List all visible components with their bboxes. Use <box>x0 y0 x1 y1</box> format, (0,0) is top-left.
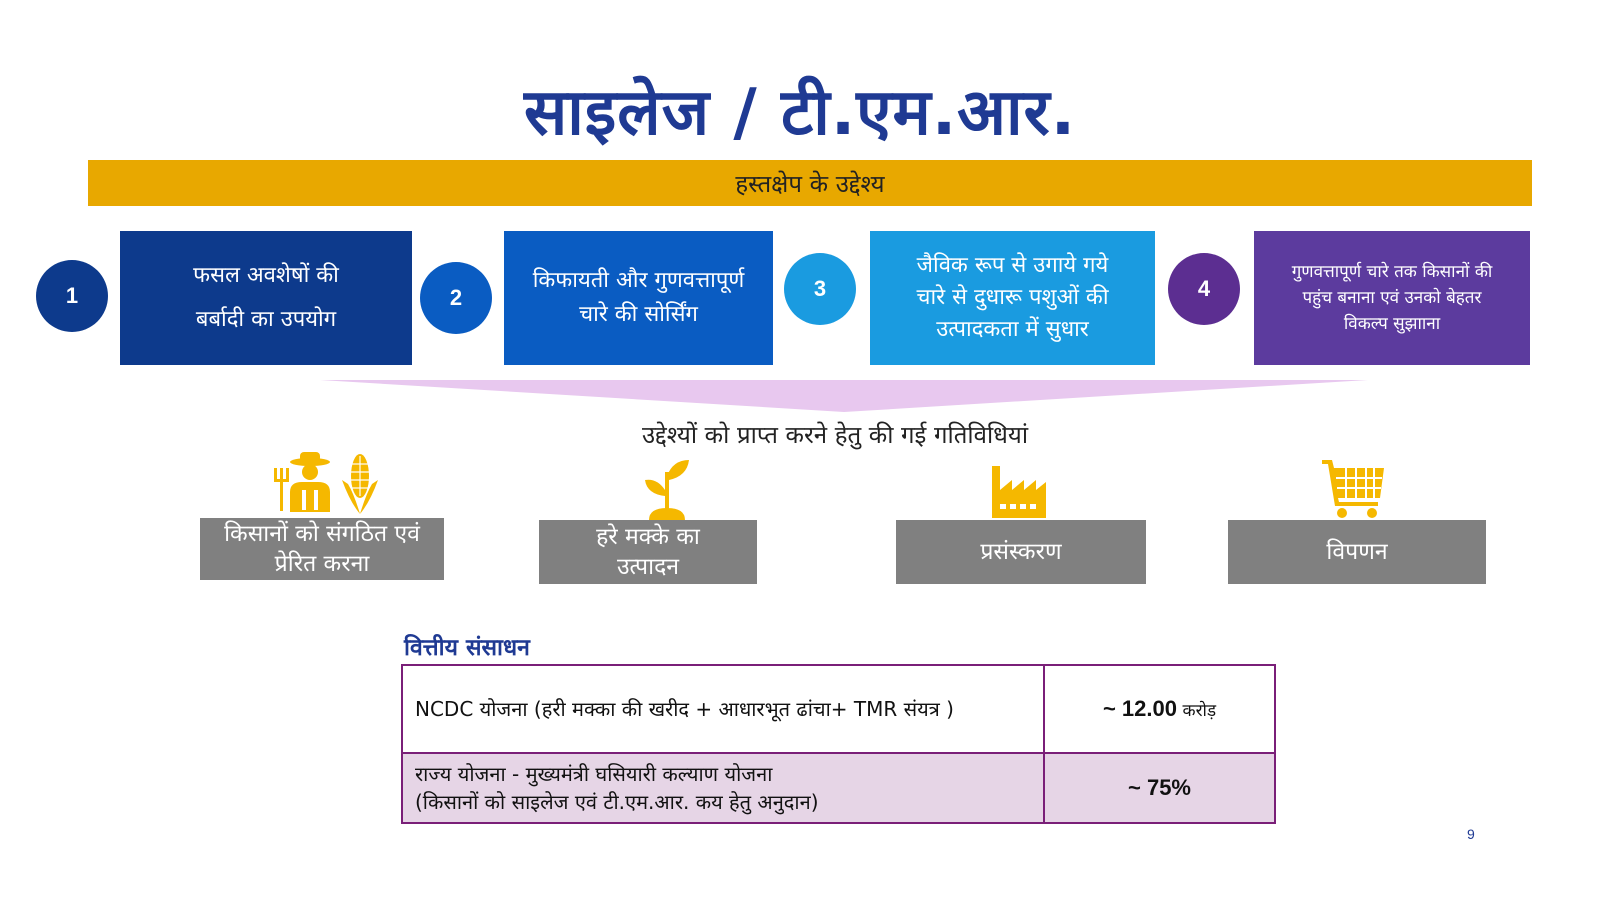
activity-3-line1: प्रसंस्करण <box>980 539 1062 565</box>
finance-row-2-desc-line2: (किसानों को साइलेज एवं टी.एम.आर. कय हेतु अनुदान) <box>415 790 819 814</box>
finance-row-1-value-cell <box>1044 665 1275 753</box>
finance-row-1-desc-line1: NCDC योजना (हरी मक्का की खरीद + आधारभूत ढांचा+ TMR संयत्र ) <box>415 697 954 721</box>
finance-row <box>402 753 1275 823</box>
objective-4-line2: पहुंच बनाना एवं उनको बेहतर <box>1302 288 1482 308</box>
finance-row <box>402 665 1275 753</box>
objective-2-line2: चारे की सोर्सिंग <box>579 302 698 327</box>
objective-box-4 <box>1254 231 1530 365</box>
slide-title: साइलेज / टी.एम.आर. <box>523 76 1077 150</box>
objective-1-line2: बर्बादी का उपयोग <box>195 307 337 332</box>
objective-number-3: 3 <box>784 253 856 325</box>
objective-1-line1: फसल अवशेषों की <box>193 263 339 288</box>
activities-title: उद्देश्यों को प्राप्त करने हेतु की गई गतिविधियां <box>641 421 1029 449</box>
objective-4-line3: विकल्प सुझााना <box>1343 314 1441 334</box>
activity-box-4 <box>1228 520 1486 584</box>
finance-row-1-unit: करोड़ <box>1182 701 1217 721</box>
objectives-banner: हस्तक्षेप के उद्देश्य <box>88 160 1532 206</box>
objective-box-3 <box>870 231 1155 365</box>
activity-box-2 <box>539 520 757 584</box>
objective-number-2: 2 <box>420 262 492 334</box>
objective-number-4: 4 <box>1168 253 1240 325</box>
objective-3-line3: उत्पादकता में सुधार <box>936 317 1089 342</box>
finance-row-1-value: ~ 12.00 <box>1102 696 1177 721</box>
page-number: 9 <box>1467 826 1475 842</box>
shopping-cart-icon <box>1322 458 1386 520</box>
finance-row-2-value: ~ 75% <box>1128 775 1191 800</box>
factory-icon <box>990 462 1048 518</box>
objective-4-line1: गुणवत्तापूर्ण चारे तक किसानों की <box>1291 262 1493 282</box>
objective-3-line1: जैविक रूप से उगाये गये <box>916 253 1109 278</box>
finance-row-2-value-cell <box>1044 753 1275 823</box>
activity-box-1 <box>200 518 444 580</box>
finance-row-2-desc-line1: राज्य योजना - मुख्यमंत्री घसियारी कल्याण योजना <box>415 762 773 786</box>
objective-number-1: 1 <box>36 260 108 332</box>
finance-table <box>401 664 1276 824</box>
finance-title: वित्तीय संसाधन <box>404 635 530 661</box>
objective-3-line2: चारे से दुधारू पशुओं की <box>916 285 1109 310</box>
finance-row-2-desc <box>402 753 1044 823</box>
activity-1-line2: प्रेरित करना <box>274 551 370 577</box>
finance-row-1-desc <box>402 665 1044 753</box>
activity-1-line1: किसानों को संगठित एवं <box>224 521 420 547</box>
activity-2-line1: हरे मक्के का <box>596 524 700 550</box>
farmer-corn-icon <box>272 450 384 518</box>
activity-box-3 <box>896 520 1146 584</box>
funnel-shape <box>320 380 1368 412</box>
plant-sprout-icon <box>643 458 691 520</box>
activity-2-line2: उत्पादन <box>616 554 680 580</box>
objective-2-line1: किफायती और गुणवत्तापूर्ण <box>532 268 745 293</box>
activity-4-line1: विपणन <box>1326 539 1388 565</box>
objective-box-2 <box>504 231 773 365</box>
objective-box-1 <box>120 231 412 365</box>
